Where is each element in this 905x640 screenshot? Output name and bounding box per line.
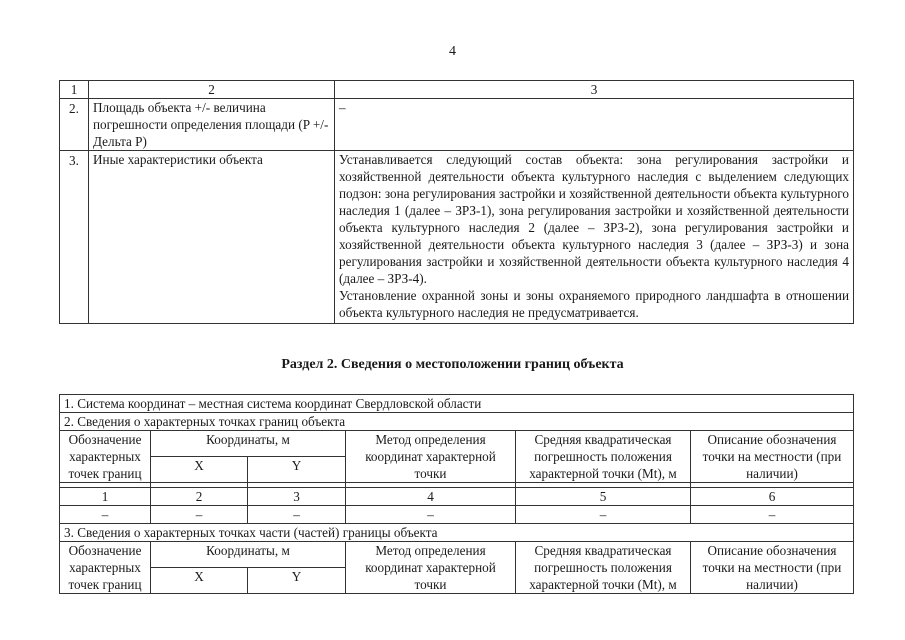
header-row-top — [60, 431, 854, 457]
column-number: 1 — [60, 488, 151, 506]
row-value — [335, 99, 854, 151]
method-header: Метод определения координат характерной точки — [346, 431, 516, 483]
header-cell: 2 — [89, 81, 335, 99]
x-header: X — [151, 568, 248, 594]
error-header: Средняя квадратическая погрешность положения характерной точки (Mt), м — [516, 542, 691, 594]
dash-cell: – — [151, 506, 248, 524]
table-row — [60, 99, 854, 151]
column-number: 2 — [151, 488, 248, 506]
column-number: 3 — [248, 488, 346, 506]
block2-title-row — [60, 413, 854, 431]
block3-title-row — [60, 524, 854, 542]
coords-header: Координаты, м — [151, 431, 346, 457]
table-header-row — [60, 81, 854, 99]
column-number-row — [60, 488, 854, 506]
x-header: X — [151, 457, 248, 483]
value-paragraph: Устанавливается следующий состав объекта: зона регулирования застройки и хозяйственной деятельности объекта культурного наследия с выделением следующих подзон: зона регулирования застройки и хозяйственной деятельности объекта культурного наследия 1 (далее – ЗРЗ-1), зона регулирования застройки и хозяйственной деятельности объекта культурного наследия 2 (далее – ЗРЗ-2), зона регулирования застройки и хозяйственной деятельности объекта культурного наследия 3 (далее – ЗРЗ-3) и зона регулирования застройки и хозяйственной деятельности объекта культурного наследия 4 (далее – ЗРЗ-4). — [339, 152, 849, 286]
description-header: Описание обозначения точки на местности (при наличии) — [691, 542, 854, 594]
dash-cell: – — [691, 506, 854, 524]
page-number: 4 — [449, 44, 456, 59]
y-header: Y — [248, 568, 346, 594]
characteristics-table — [59, 80, 854, 324]
value-paragraph: – — [339, 100, 346, 115]
column-number: 6 — [691, 488, 854, 506]
dash-cell: – — [516, 506, 691, 524]
method-header: Метод определения координат характерной точки — [346, 542, 516, 594]
block3-title: 3. Сведения о характерных точках части (частей) границы объекта — [60, 524, 854, 542]
designation-header: Обозначение характерных точек границ — [60, 542, 151, 594]
header-cell: 1 — [60, 81, 89, 99]
table-row — [60, 151, 854, 324]
y-header: Y — [248, 457, 346, 483]
section-title: Раздел 2. Сведения о местоположении границ объекта — [281, 357, 624, 372]
block2-title: 2. Сведения о характерных точках границ объекта — [60, 413, 854, 431]
designation-header: Обозначение характерных точек границ — [60, 431, 151, 483]
table-row — [60, 506, 854, 524]
dash-cell: – — [248, 506, 346, 524]
description-header: Описание обозначения точки на местности (при наличии) — [691, 431, 854, 483]
error-header: Средняя квадратическая погрешность положения характерной точки (Mt), м — [516, 431, 691, 483]
dash-cell: – — [60, 506, 151, 524]
header-cell: 3 — [335, 81, 854, 99]
row-number: 2. — [60, 99, 89, 151]
column-number: 4 — [346, 488, 516, 506]
row-name: Площадь объекта +/- величина погрешности определения площади (P +/- Дельта P) — [89, 99, 335, 151]
row-name: Иные характеристики объекта — [89, 151, 335, 324]
row-value — [335, 151, 854, 324]
coord-system: 1. Система координат – местная система координат Свердловской области — [60, 395, 854, 413]
boundary-points-table — [59, 394, 854, 594]
dash-cell: – — [346, 506, 516, 524]
column-number: 5 — [516, 488, 691, 506]
coord-system-row — [60, 395, 854, 413]
header-row-top — [60, 542, 854, 568]
coords-header: Координаты, м — [151, 542, 346, 568]
value-paragraph: Установление охранной зоны и зоны охраняемого природного ландшафта в отношении объекта культурного наследия не предусматривается. — [339, 288, 849, 320]
row-number: 3. — [60, 151, 89, 324]
